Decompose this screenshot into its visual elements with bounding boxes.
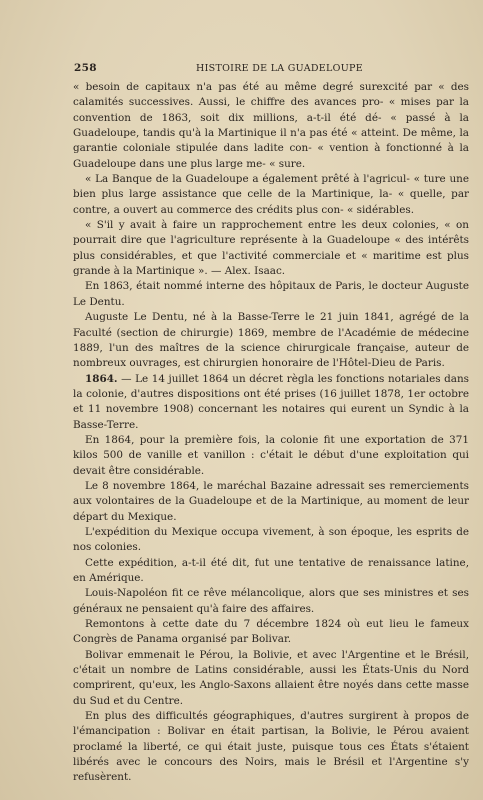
paragraph-2: [73, 172, 469, 218]
paragraph-text: — Le 14 juillet 1864 un décret règla les fonctions notariales dans la colonie, d'autres dispositions ont été prises (16 juillet 1878, 1er octobre et 11 novembre 1908) concernant les notaires qui eurent un Syndic à la Basse-Terre.: [73, 372, 469, 431]
paragraph-5: [73, 310, 469, 371]
paragraph-8: [73, 479, 469, 525]
paragraph-3: [73, 218, 469, 279]
running-title: HISTOIRE DE LA GUADELOUPE: [196, 63, 363, 74]
paragraph-text: Louis-Napoléon fit ce rêve mélancolique, alors que ses ministres et ses généraux ne pensaient qu'à faire des affaires.: [73, 587, 469, 615]
paragraph-text: Le 8 novembre 1864, le maréchal Bazaine adressait ses remerciements aux volontaires de la Guadeloupe et de la Martinique, au moment de leur départ du Mexique.: [73, 479, 469, 523]
paragraph-text: Auguste Le Dentu, né à la Basse-Terre le 21 juin 1841, agrégé de la Faculté (section de chirurgie) 1869, membre de l'Académie de médecine 1889, l'un des maîtres de la science chirurgicale française, auteur de nombreux ouvrages, est chirurgien honoraire de l'Hôtel-Dieu de Paris.: [73, 311, 469, 370]
paragraph-9: [73, 525, 469, 556]
paragraph-7: [73, 433, 469, 479]
paragraph-text: « besoin de capitaux n'a pas été au même degré surexcité par « des calamités successives. Aussi, le chiffre des avances pro- « mises par la convention de 1863, soit dix millions, a-t-il été dé- « passé à la Guadeloupe, tandis qu'à la Martinique il n'a pas été « atteint. De même, la garantie coloniale stipulée dans ladite con- « vention à fonctionné à la Guadeloupe dans une plus large me- « sure.: [73, 81, 469, 170]
paragraph-text: En 1864, pour la première fois, la colonie fit une exportation de 371 kilos 500 de vanille et vanillon : c'était le début d'une exploitation qui devait être considérable.: [73, 433, 469, 477]
paragraph-text: Bolivar emmenait le Pérou, la Bolivie, et avec l'Argentine et le Brésil, c'était un nombre de Latins considérable, aussi les États-Unis du Nord comprirent, qu'eux, les Anglo-Saxons allaient être noyés dans cette masse du Sud et du Centre.: [73, 648, 469, 707]
paragraph-text: « La Banque de la Guadeloupe a également prêté à l'agricul- « ture une bien plus large assistance que celle de la Martinique, la- « quelle, par contre, a ouvert au commerce des crédits plus con- « sidérables.: [73, 173, 469, 216]
page-body: [73, 80, 469, 786]
paragraph-4: [73, 279, 469, 310]
paragraph-text: « S'il y avait à faire un rapprochement entre les deux colonies, « on pourrait dire que l'agriculture représente à la Guadeloupe « des intérêts plus considérables, et que l'activité commerciale et « maritime est plus grande à la Martinique ». — Alex. Isaac.: [73, 219, 469, 278]
year-heading: 1864.: [85, 372, 118, 385]
paragraph-text: Remontons à cette date du 7 décembre 1824 où eut lieu le fameux Congrès de Panama organisé par Bolivar.: [73, 618, 469, 646]
paragraph-text: Cette expédition, a-t-il été dit, fut une tentative de renaissance latine, en Amérique.: [73, 556, 469, 584]
page-header: [74, 62, 453, 74]
page-number: 258: [74, 62, 97, 74]
paragraph-14: [73, 709, 469, 786]
paragraph-10: [73, 556, 469, 587]
paragraph-13: [73, 648, 469, 709]
paragraph-11: [73, 586, 469, 617]
paragraph-text: L'expédition du Mexique occupa vivement, à son époque, les esprits de nos colonies.: [73, 525, 469, 554]
paragraph-text: En 1863, était nommé interne des hôpitaux de Paris, le docteur Auguste Le Dentu.: [73, 280, 469, 308]
paragraph-text: En plus des difficultés géographiques, d'autres surgirent à propos de l'émancipation : Bolivar en était partisan, la Bolivie, le Pérou avaient proclamé la liberté, ce qui était juste, puisque tous ces États s'étaient libérés avec le concours des Noirs, mais le Brésil et l'Argentine s'y refusèrent.: [73, 710, 469, 784]
paragraph-1: [73, 80, 469, 172]
paragraph-12: [73, 617, 469, 648]
paragraph-6: [73, 372, 469, 433]
